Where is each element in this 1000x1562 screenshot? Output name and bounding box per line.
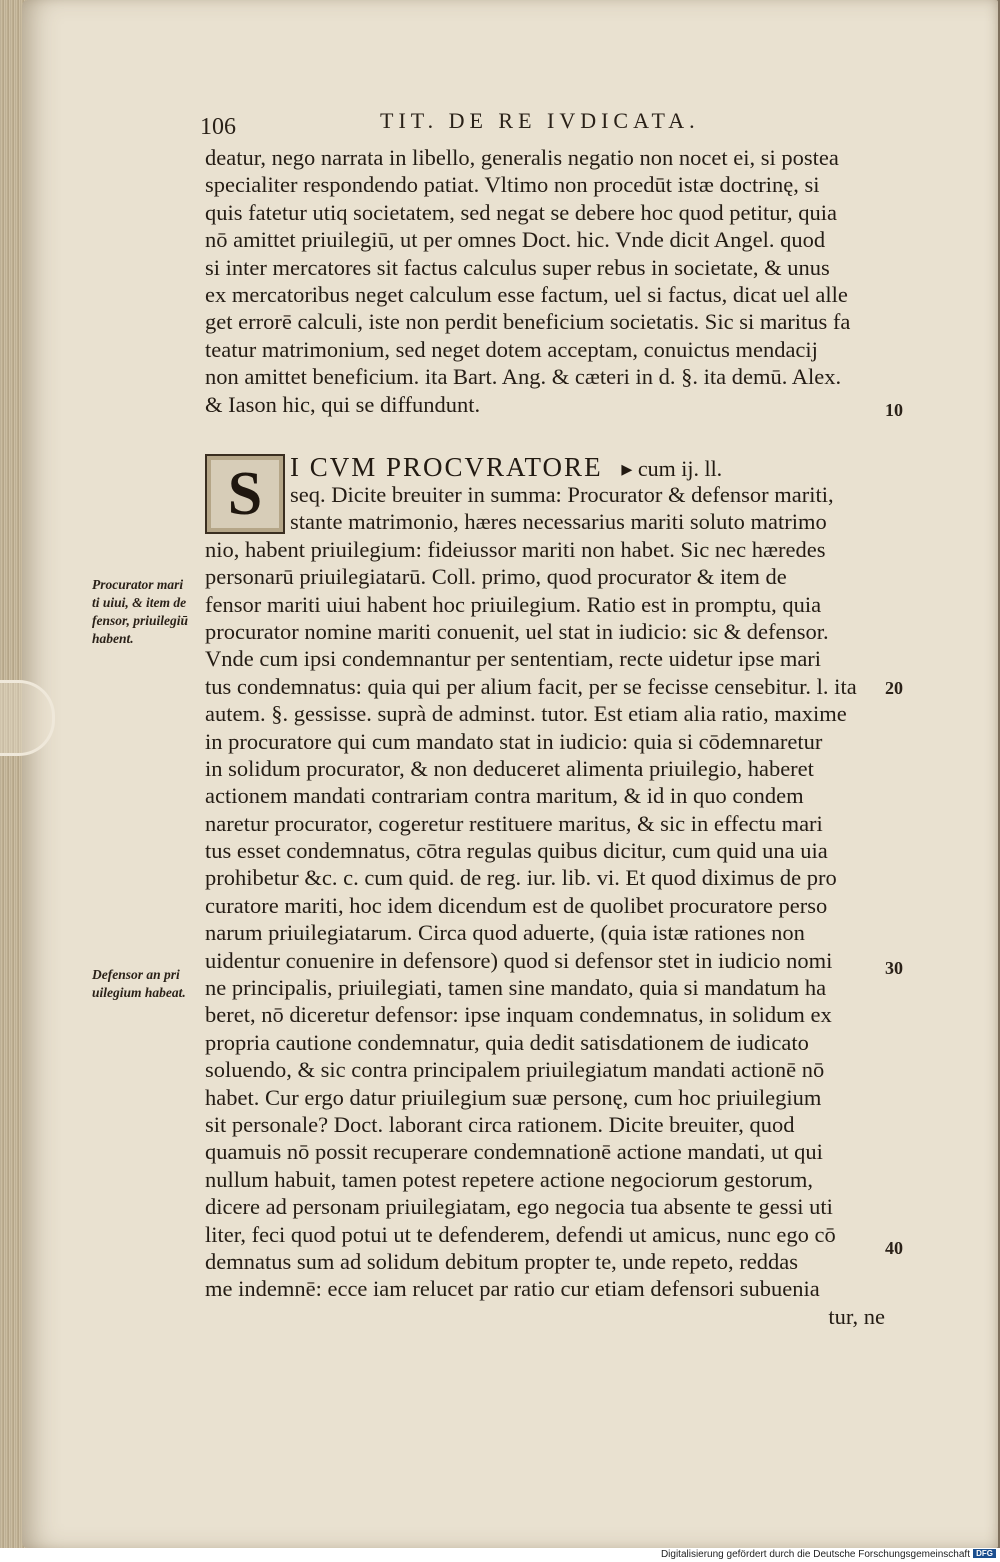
page-header [200,106,900,142]
text-line: teatur matrimonium, sed neget dotem acceptam, conuictus mendacij [205,336,818,362]
line-number-30: 30 [885,958,903,978]
text-line: procurator nomine mariti conuenit, uel stat in iudicio: sic & defensor. [205,618,829,644]
text-line: si inter mercatores sit factus calculus super rebus in societate, & unus [205,254,830,280]
running-head: TIT. DE RE IVDICATA. [380,108,700,133]
margin-note-line: habent. [92,631,134,646]
catchword: tur, ne [828,1303,885,1329]
margin-note-procurator [92,576,204,648]
text-line: personarū priuilegiatarū. Coll. primo, quod procurator & item de [205,564,787,590]
text-line: nō amittet priuilegiū, ut per omnes Doct. hic. Vnde dicit Angel. quod [205,227,826,253]
text-line: deatur, nego narrata in libello, generalis negatio non nocet ei, si postea [205,145,839,170]
text-line: beret, nō diceretur defensor: ipse inquam condemnatus, in solidum ex [205,1002,832,1028]
line-number-20: 20 [885,678,903,698]
text-line: soluendo, & sic contra principalem priuilegiatum mandati actionē nō [205,1057,825,1083]
footer-credit: Digitalisierung gefördert durch die Deutsche Forschungsgemeinschaft [660,1549,970,1560]
text-line: stante matrimonio, hæres necessarius mariti soluto matrimo [290,509,827,535]
text-line: habet. Cur ergo datur priuilegium suæ personę, cum hoc priuilegium [205,1084,822,1110]
text-line: dicere ad personam priuilegiatam, ego negocia tua absente te gessi uti [205,1194,833,1220]
text-line: nullum habuit, tamen potest repetere actione negociorum gestorum, [205,1166,813,1192]
text-line: non amittet beneficium. ita Bart. Ang. & cæteri in d. §. ita demū. Alex. [205,364,842,390]
margin-note-defensor [92,966,204,1002]
margin-note-line: fensor, priuilegiū [92,613,189,628]
heading-ref-text: cum ij. ll. [637,456,723,481]
text-line: liter, feci quod potui ut te defenderem, defendi ut amicus, nunc ego cō [205,1221,836,1247]
section-2-text [205,481,885,1330]
text-line: tus condemnatus: quia qui per alium facit, per se fecisse censebitur. l. ita [205,673,857,699]
text-line: sit personale? Doct. laborant circa rationem. Dicite breuiter, quod [205,1111,795,1137]
text-line: ne principalis, priuilegiati, tamen sine mandato, quia si mandatum ha [205,975,827,1001]
margin-note-line: ti uiui, & item de [92,595,187,610]
text-line: Vnde cum ipsi condemnantur per sententiam, recte uidetur ipse mari [205,646,822,672]
text-line: actionem mandati contrariam contra maritum, & id in quo condem [205,783,804,809]
page-number: 106 [200,114,236,140]
text-line: me indemnē: ecce iam relucet par ratio cur etiam defensori subuenia [205,1276,820,1302]
text-line: specialiter respondendo patiat. Vltimo non procedūt istæ doctrinę, si [205,172,820,198]
dfg-logo: DFG [973,1549,996,1558]
section-heading [290,452,722,483]
text-line: demnatus sum ad solidum debitum propter te, unde repeto, reddas [205,1248,798,1274]
text-line: in solidum procurator, & non deduceret alimenta priuilegio, haberet [205,755,814,781]
text-line: fensor mariti uiui habent hoc priuilegium. Ratio est in promptu, quia [205,591,822,617]
text-line: ex mercatoribus neget calculum esse factum, uel si factus, dicat uel alle [205,281,848,307]
line-number-40: 40 [885,1238,903,1258]
margin-note-line: uilegium habeat. [92,985,186,1000]
line-number-10: 10 [885,400,903,420]
section-heading-text: I CVM PROCVRATORE [290,452,603,482]
margin-note-line: Procurator mari [92,577,184,592]
text-line: narum priuilegiatarum. Circa quod aduerte, (quia istæ rationes non [205,920,805,946]
text-line: quis fatetur utiq societatem, sed negat se debere hoc quod petitur, quia [205,199,838,225]
heading-reference: ▸ cum ij. ll. [621,456,723,481]
text-line: prohibetur &c. c. cum quid. de reg. iur. lib. vi. Et quod diximus de pro [205,865,837,891]
section-1-text [205,144,885,418]
text-line: seq. Dicite breuiter in summa: Procurator & defensor mariti, [290,482,834,507]
text-line: uidentur conuenire in defensore) quod si defensor stet in iudicio nomi [205,947,833,973]
text-line: tus esset condemnatus, cōtra regulas quibus dicitur, cum quid una uia [205,838,828,864]
text-line: get errorē calculi, iste non perdit beneficium societatis. Sic si maritus fa [205,309,851,335]
text-line: in procuratore qui cum mandato stat in iudicio: quia si cōdemnaretur [205,728,823,754]
text-line: propria cautione condemnatur, quia dedit satisdationem de iudicato [205,1029,809,1055]
margin-note-line: Defensor an pri [92,967,180,982]
text-line: autem. §. gessisse. suprà de adminst. tutor. Est etiam alia ratio, maxime [205,701,847,727]
text-line: nio, habent priuilegium: fideiussor mariti non habet. Sic nec hæredes [205,536,826,562]
text-line: naretur procurator, cogeretur restituere maritus, & sic in effectu mari [205,810,823,836]
text-line: curatore mariti, hoc idem dicendum est de quolibet procuratore perso [205,892,828,918]
text-line: & Iason hic, qui se diffundunt. [205,391,481,417]
text-line: quamuis nō possit recuperare condemnationē actione mandati, ut qui [205,1139,823,1165]
digitization-footer [0,1548,1000,1562]
decorated-initial: S [205,454,285,534]
